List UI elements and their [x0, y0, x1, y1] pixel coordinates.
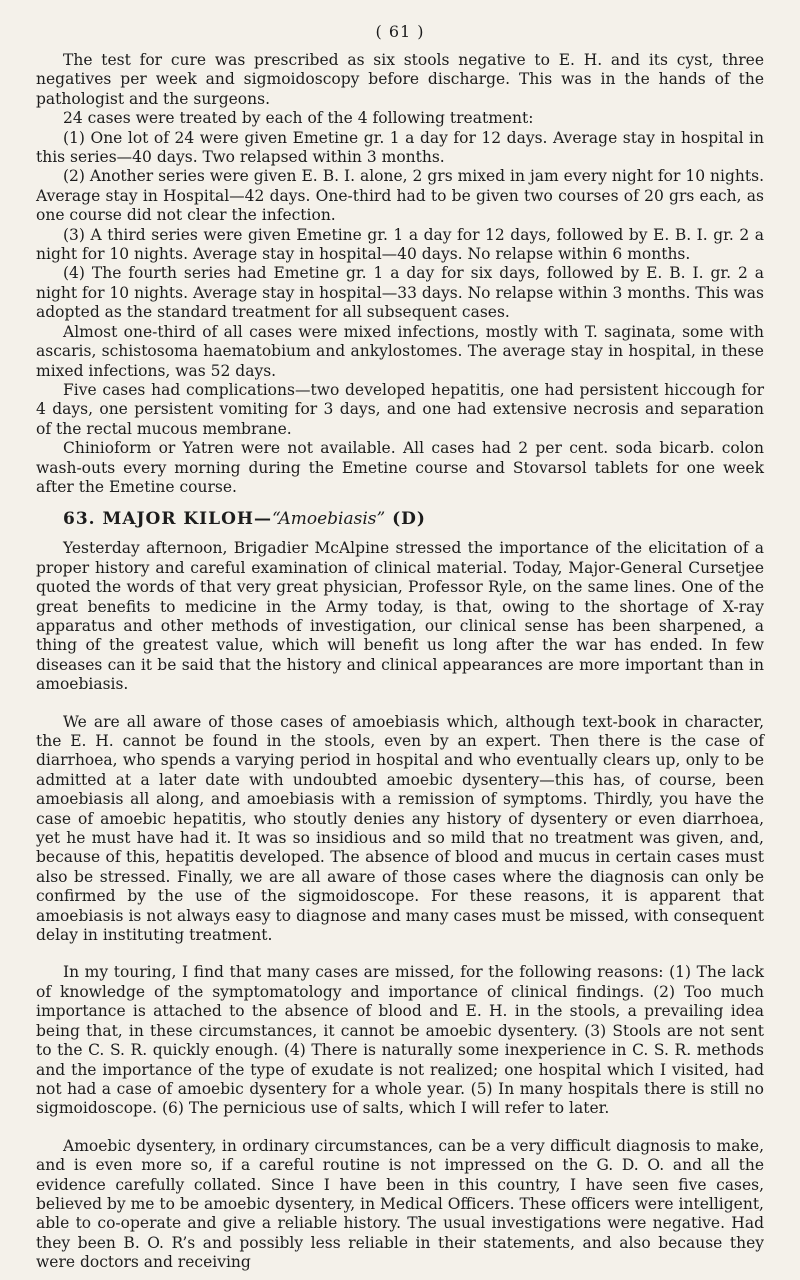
- section-tag: (D): [392, 509, 426, 530]
- paragraph-cases-awareness: We are all aware of those cases of amoebiasis which, although text-book in character, the E. H. cannot be found in the stools, even by an expert. Then there is the case of diarrhoea, who spends a varying period in hospital and who eventually clears up, only to be admitted at a later date with undoubted amoebic dysentery—this has, of course, been amoebiasis all along, and amoebiasis with a remission of symptoms. Thirdly, you have the case of amoebic hepatitis, who stoutly denies any history of dysentery or even diarrhoea, yet he must have had it. It was so insidious and so mild that no treatment was given, and, because of this, hepatitis developed. The absence of blood and mucus in certain cases must also be stressed. Finally, we are all aware of those cases where the diagnosis can only be confirmed by the use of the sigmoidoscope. For these reasons, it is apparent that amoebiasis is not always easy to diagnose and many cases must be missed, with consequent delay in instituting treatment.: [36, 712, 764, 945]
- paragraph-treatment-intro: 24 cases were treated by each of the 4 following treatment:: [63, 109, 534, 128]
- section-number: 63.: [63, 509, 96, 530]
- list-item-treatment-4: (4) The fourth series had Emetine gr. 1 a day for six days, followed by E. B. I. gr. 2 a night for 10 nights. Average stay in hospital—33 days. No relapse within 3 months. This was adopted as the standard treatment for all subsequent cases.: [36, 264, 764, 322]
- paragraph-test-for-cure: The test for cure was prescribed as six stools negative to E. H. and its cyst, three negatives per week and sigmoidoscopy before discharge. This was in the hands of the pathologist and the surgeons.: [36, 51, 764, 108]
- paragraph-chinioform: Chinioform or Yatren were not available. All cases had 2 per cent. soda bicarb. colon wash-outs every morning during the Emetine course and Stovarsol tablets for one week after the Emetine course.: [36, 439, 764, 496]
- section-heading: [63, 509, 764, 529]
- list-item-treatment-3: (3) A third series were given Emetine gr. 1 a day for 12 days, followed by E. B. I. gr. 2 a night for 10 nights. Average stay in hospital—40 days. No relapse within 6 months.: [36, 225, 764, 264]
- page-number: ( 61 ): [375, 22, 425, 41]
- section-speaker: MAJOR KILOH—: [102, 509, 272, 530]
- paragraph-missed-cases: In my touring, I find that many cases are missed, for the following reasons: (1) The lack of knowledge of the symptomatology and importance of clinical findings. (2) Too much importance is attached to the absence of blood and E. H. in the stools, a prevailing idea being that, in these circumstances, it cannot be amoebic dysentery. (3) Stools are not sent to the C. S. R. quickly enough. (4) There is naturally some inexperience in C. S. R. methods and the importance of the type of exudate is not realized; one hospital which I visited, had not had a case of amoebic dysentery for a whole year. (5) In many hospitals there is still no sigmoidoscope. (6) The pernicious use of salts, which I will refer to later.: [36, 963, 764, 1118]
- paragraph-complications: Five cases had complications—two developed hepatitis, one had persistent hiccough for 4 days, one persistent vomiting for 3 days, and one had extensive necrosis and separation of the rectal mucous membrane.: [36, 380, 764, 438]
- list-item-treatment-2: (2) Another series were given E. B. I. alone, 2 grs mixed in jam every night for 10 nights. Average stay in Hospital—42 days. One-third had to be given two courses of 20 grs each, as one course did not clear the infection.: [36, 167, 764, 225]
- paragraph-mixed-infections: Almost one-third of all cases were mixed infections, mostly with T. saginata, some with ascaris, schistosoma haematobium and ankylostomes. The average stay in hospital, in these mixed infections, was 52 days.: [36, 322, 764, 380]
- paragraph-difficult-diagnosis: Amoebic dysentery, in ordinary circumstances, can be a very difficult diagnosis to make, and is even more so, if a careful routine is not impressed on the G. D. O. and all the evidence carefully collated. Since I have been in this country, I have seen five cases, believed by me to be amoebic dysentery, in Medical Officers. These officers were intelligent, able to co-operate and give a reliable history. The usual investigations were negative. Had they been B. O. R’s and possibly less reliable in their statements, and also because they were doctors and receiving: [36, 1136, 764, 1272]
- paragraph-history-importance: Yesterday afternoon, Brigadier McAlpine stressed the importance of the elicitation of a proper history and careful examination of clinical material. Today, Major-General Cursetjee quoted the words of that very great physician, Professor Ryle, on the same lines. One of the great benefits to medicine in the Army today, is that, owing to the shortage of X-ray apparatus and other methods of investigation, our clinical sense has been sharpened, a thing of the greatest value, which will benefit us long after the war has ended. In few diseases can it be said that the history and clinical appearances are more important than in amoebiasis.: [36, 539, 764, 694]
- list-item-treatment-1: (1) One lot of 24 were given Emetine gr. 1 a day for 12 days. Average stay in hospital in this series—40 days. Two relapsed within 3 months.: [36, 128, 764, 167]
- document-page: [36, 22, 764, 1272]
- section-topic: “Amoebiasis”: [271, 509, 386, 530]
